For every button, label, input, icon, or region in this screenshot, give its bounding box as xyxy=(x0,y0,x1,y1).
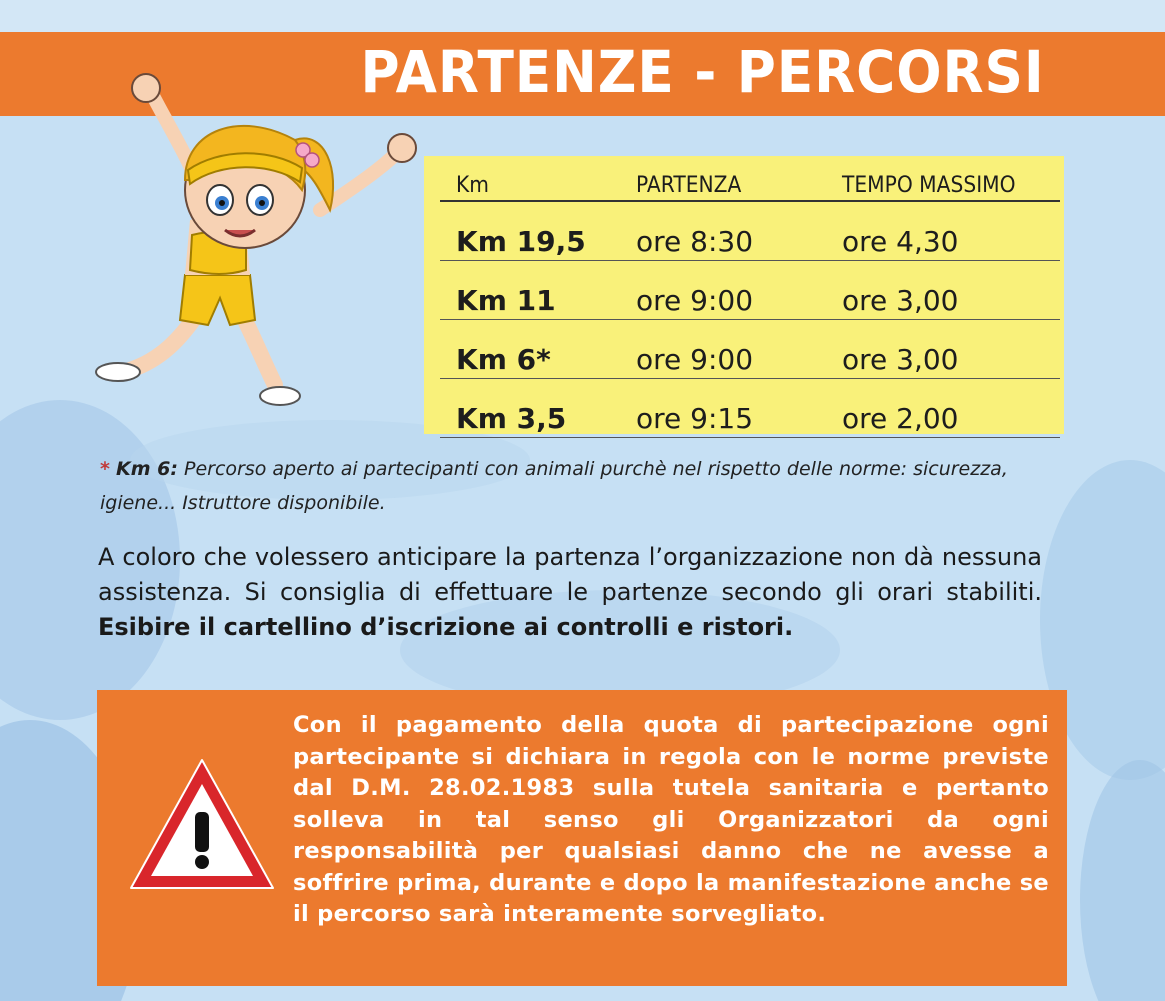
header-km: Km xyxy=(456,173,489,198)
info-paragraph xyxy=(98,540,1042,645)
table-row xyxy=(440,320,1060,379)
row-partenza: ore 9:00 xyxy=(636,284,754,317)
info-bold-text: Esibire il cartellino d’iscrizione ai controlli e ristori. xyxy=(98,613,794,641)
table-row xyxy=(440,379,1060,438)
row-partenza: ore 8:30 xyxy=(636,225,754,258)
row-km xyxy=(456,225,586,258)
km-value: Km 6 xyxy=(456,343,537,376)
row-partenza: ore 9:15 xyxy=(636,402,754,435)
header-tempo-massimo: TEMPO MASSIMO xyxy=(842,173,1016,198)
cartoon-girl-illustration xyxy=(80,70,430,420)
page-title: PARTENZE - PERCORSI xyxy=(360,38,1045,106)
table-header-row xyxy=(440,168,1060,202)
row-tempo: ore 3,00 xyxy=(842,343,959,376)
schedule-table xyxy=(424,156,1064,434)
row-tempo: ore 4,30 xyxy=(842,225,959,258)
warning-triangle-icon xyxy=(127,754,277,894)
km-value: Km 19,5 xyxy=(456,225,586,258)
row-km xyxy=(456,343,551,376)
table-row xyxy=(440,202,1060,261)
info-text: A coloro che volessero anticipare la partenza l’organizzazione non dà nessuna assistenza. Si consiglia di effettuare le partenze secondo gli orari stabiliti. xyxy=(98,543,1042,606)
km-star: * xyxy=(536,343,551,376)
disclaimer-text: Con il pagamento della quota di partecipazione ogni partecipante si dichiara in regola con le norme previste dal D.M. 28.02.1983 sulla tutela sanitaria e pertanto solleva in tal senso gli Organizzatori da ogni responsabilità per qualsiasi danno che ne avesse a soffrire prima, durante e dopo la manifestazione anche se il percorso sarà interamente sorvegliato. xyxy=(293,712,1049,927)
row-km xyxy=(456,284,556,317)
table-row xyxy=(440,261,1060,320)
km6-footnote xyxy=(100,452,1080,520)
footnote-text: Percorso aperto ai partecipanti con animali purchè nel rispetto delle norme: sicurezza, igiene... Istruttore disponibile. xyxy=(100,458,1008,514)
row-partenza: ore 9:00 xyxy=(636,343,754,376)
km-value: Km 3,5 xyxy=(456,402,567,435)
footnote-star: * xyxy=(100,458,110,480)
row-tempo: ore 3,00 xyxy=(842,284,959,317)
disclaimer-box xyxy=(97,690,1067,986)
footnote-label: Km 6: xyxy=(115,458,178,480)
row-tempo: ore 2,00 xyxy=(842,402,959,435)
row-km xyxy=(456,402,566,435)
km-value: Km 11 xyxy=(456,284,556,317)
header-partenza: PARTENZA xyxy=(636,173,742,198)
